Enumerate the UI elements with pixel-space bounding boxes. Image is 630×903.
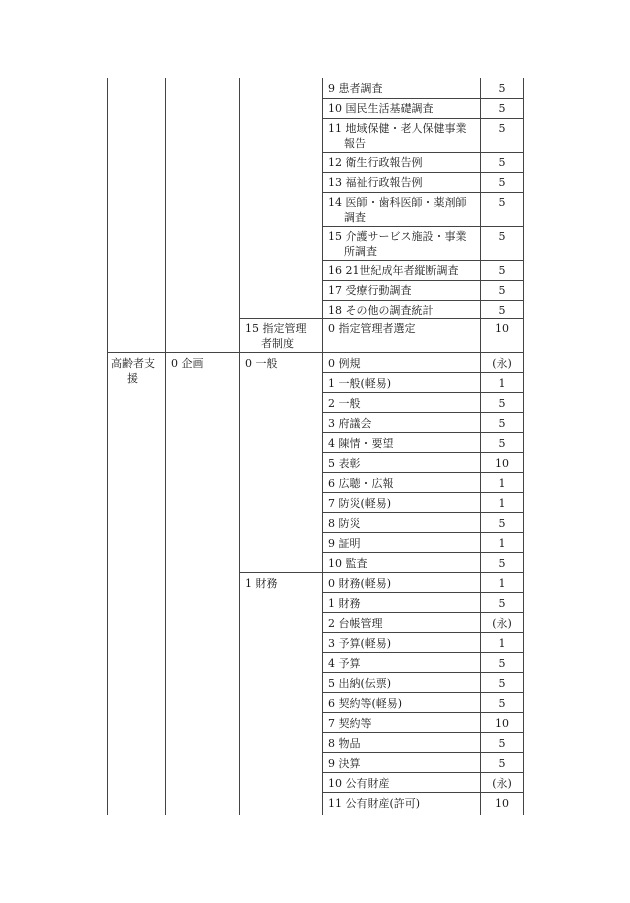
- row-divider: [322, 632, 523, 633]
- retention-period: 1: [498, 497, 506, 510]
- item-label: 3 府議会: [328, 417, 372, 430]
- item-label: 11 地域保健・老人保健事業: [328, 122, 467, 135]
- retention-period: 5: [498, 304, 506, 317]
- item-label: 調査: [344, 211, 366, 224]
- item-label: 15 介護サービス施設・事業: [328, 230, 467, 243]
- retention-period: 5: [498, 737, 506, 750]
- item-label: 0 指定管理者選定: [328, 322, 416, 335]
- retention-period: 1: [498, 577, 506, 590]
- retention-period: 5: [498, 597, 506, 610]
- column-rule: [165, 78, 166, 815]
- row-divider: [322, 98, 523, 99]
- column-rule: [107, 78, 108, 815]
- row-divider: [322, 452, 523, 453]
- item-label: 報告: [344, 137, 366, 150]
- row-divider: [322, 118, 523, 119]
- item-label: 5 表彰: [328, 457, 361, 470]
- item-label: 10 公有財産: [328, 777, 390, 790]
- retention-period: (永): [492, 777, 512, 790]
- item-label: 8 防災: [328, 517, 361, 530]
- item-label: 6 広聴・広報: [328, 477, 394, 490]
- item-label: 0 財務(軽易): [328, 577, 392, 590]
- retention-period: 5: [498, 176, 506, 189]
- column-rule: [322, 78, 323, 815]
- row-divider: [322, 226, 523, 227]
- item-label: 11 公有財産(許可): [328, 797, 421, 810]
- item-label: 14 医師・歯科医師・薬剤師: [328, 196, 467, 209]
- item-label: 2 台帳管理: [328, 617, 383, 630]
- major-category: 援: [127, 372, 138, 385]
- major-category: 高齢者支: [111, 357, 155, 370]
- retention-period: (永): [492, 357, 512, 370]
- row-divider: [322, 552, 523, 553]
- item-label: 18 その他の調査統計: [328, 304, 434, 317]
- row-divider: [322, 412, 523, 413]
- row-divider: [239, 318, 523, 319]
- row-divider: [322, 280, 523, 281]
- retention-period: 10: [495, 322, 509, 335]
- middle-category: 15 指定管理: [245, 322, 307, 335]
- retention-period: 5: [498, 757, 506, 770]
- retention-period: 5: [498, 122, 506, 135]
- row-divider: [322, 612, 523, 613]
- row-divider: [322, 192, 523, 193]
- retention-period: 10: [495, 717, 509, 730]
- item-label: 6 契約等(軽易): [328, 697, 403, 710]
- middle-category: 1 財務: [245, 577, 278, 590]
- item-label: 1 財務: [328, 597, 361, 610]
- item-label: 7 防災(軽易): [328, 497, 392, 510]
- retention-period: 5: [498, 230, 506, 243]
- row-divider: [322, 712, 523, 713]
- row-divider: [322, 512, 523, 513]
- retention-period: 5: [498, 517, 506, 530]
- row-divider: [322, 532, 523, 533]
- retention-period: 5: [498, 156, 506, 169]
- retention-period: 5: [498, 437, 506, 450]
- item-label: 7 契約等: [328, 717, 372, 730]
- row-divider: [322, 692, 523, 693]
- retention-period: 5: [498, 557, 506, 570]
- item-label: 10 監査: [328, 557, 368, 570]
- row-divider: [322, 672, 523, 673]
- item-label: 16 21世紀成年者縦断調査: [328, 264, 459, 277]
- row-divider: [322, 792, 523, 793]
- retention-period: 1: [498, 637, 506, 650]
- middle-category: 者制度: [261, 337, 294, 350]
- retention-period: 1: [498, 537, 506, 550]
- retention-period: 10: [495, 797, 509, 810]
- row-divider: [322, 432, 523, 433]
- item-label: 4 予算: [328, 657, 361, 670]
- column-rule: [523, 78, 524, 815]
- item-label: 17 受療行動調査: [328, 284, 412, 297]
- row-divider: [322, 732, 523, 733]
- retention-period: 5: [498, 82, 506, 95]
- retention-period: (永): [492, 617, 512, 630]
- row-divider: [322, 152, 523, 153]
- retention-period: 5: [498, 417, 506, 430]
- row-divider: [322, 372, 523, 373]
- row-divider: [322, 492, 523, 493]
- item-label: 所調査: [344, 245, 377, 258]
- column-rule: [239, 78, 240, 815]
- item-label: 2 一般: [328, 397, 361, 410]
- row-divider: [322, 300, 523, 301]
- row-divider: [107, 352, 523, 353]
- item-label: 0 例規: [328, 357, 361, 370]
- retention-period: 10: [495, 457, 509, 470]
- retention-period: 5: [498, 264, 506, 277]
- item-label: 10 国民生活基礎調査: [328, 102, 434, 115]
- row-divider: [322, 592, 523, 593]
- retention-period: 5: [498, 196, 506, 209]
- row-divider: [239, 572, 523, 573]
- item-label: 9 決算: [328, 757, 361, 770]
- retention-period: 1: [498, 477, 506, 490]
- retention-period: 5: [498, 657, 506, 670]
- row-divider: [322, 752, 523, 753]
- retention-period: 5: [498, 677, 506, 690]
- item-label: 8 物品: [328, 737, 361, 750]
- row-divider: [322, 172, 523, 173]
- item-label: 1 一般(軽易): [328, 377, 392, 390]
- item-label: 5 出納(伝票): [328, 677, 392, 690]
- retention-period: 5: [498, 284, 506, 297]
- middle-category: 0 一般: [245, 357, 278, 370]
- row-divider: [322, 260, 523, 261]
- row-divider: [322, 652, 523, 653]
- row-divider: [322, 772, 523, 773]
- item-label: 9 患者調査: [328, 82, 383, 95]
- item-label: 4 陳情・要望: [328, 437, 394, 450]
- retention-period: 1: [498, 377, 506, 390]
- item-label: 9 証明: [328, 537, 361, 550]
- sub-category: 0 企画: [171, 357, 204, 370]
- item-label: 3 予算(軽易): [328, 637, 392, 650]
- retention-period: 5: [498, 697, 506, 710]
- item-label: 12 衛生行政報告例: [328, 156, 423, 169]
- row-divider: [322, 472, 523, 473]
- retention-period: 5: [498, 397, 506, 410]
- retention-period: 5: [498, 102, 506, 115]
- row-divider: [322, 392, 523, 393]
- item-label: 13 福祉行政報告例: [328, 176, 423, 189]
